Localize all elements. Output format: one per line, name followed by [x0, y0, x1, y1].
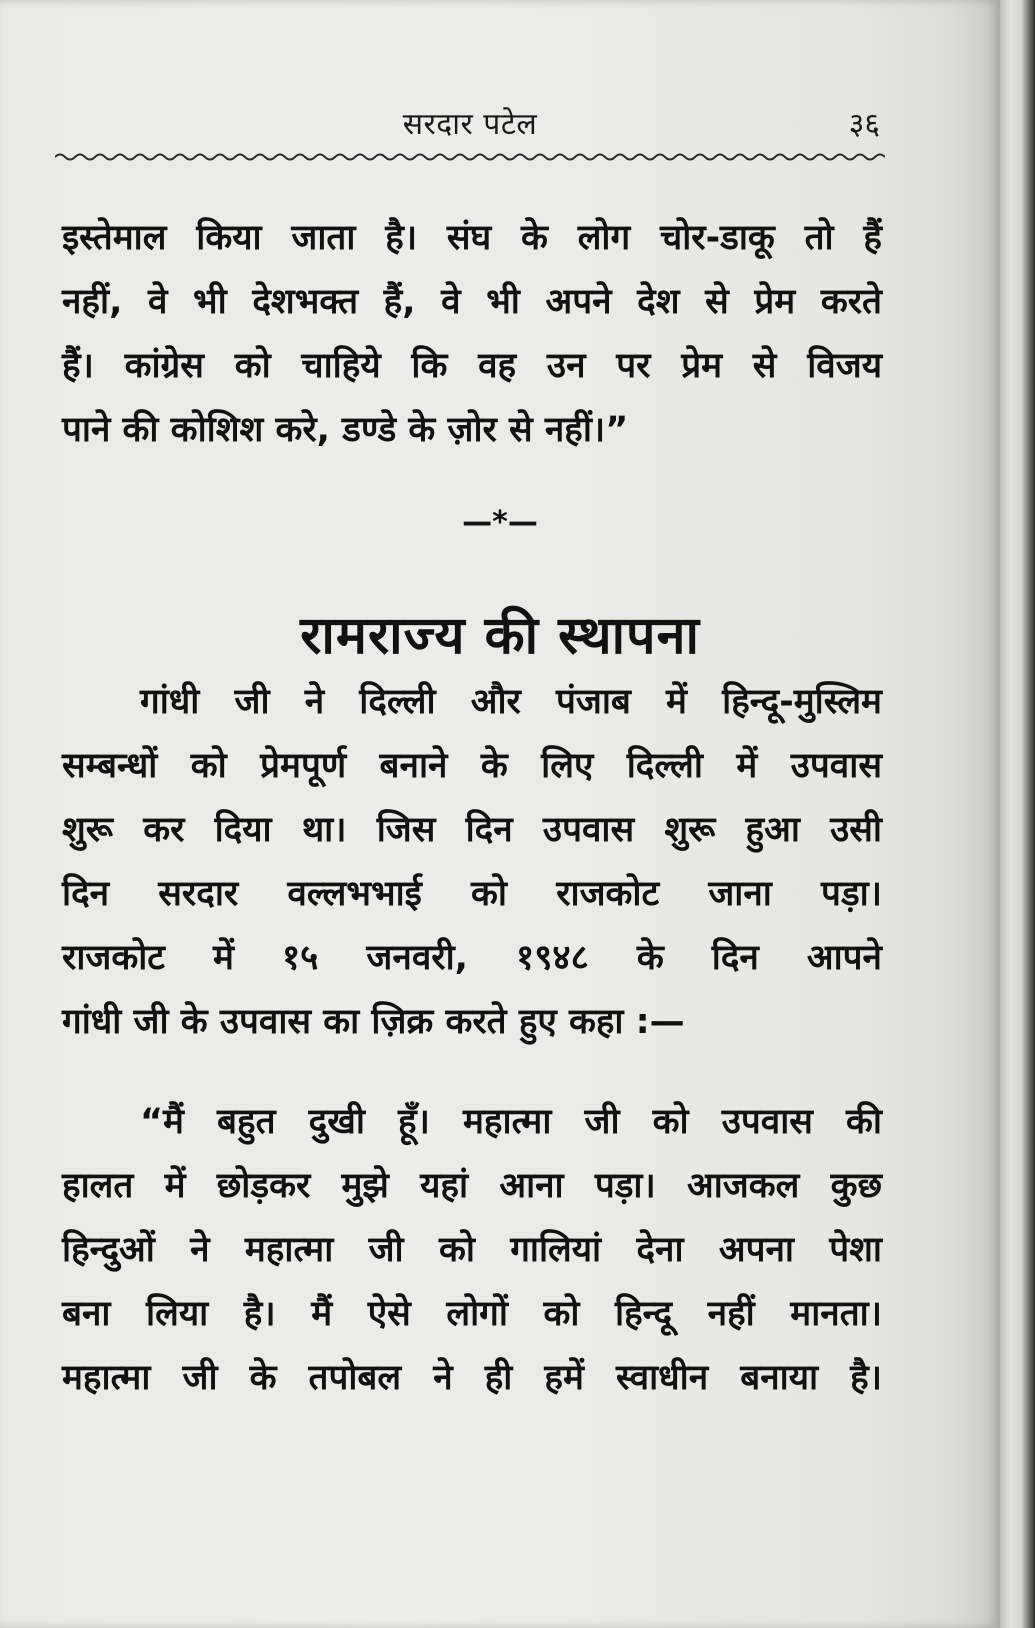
text-line: शुरू कर दिया था। जिस दिन उपवास शुरू हुआ उसी: [62, 810, 882, 850]
text-line: “मैं बहुत दुखी हूँ। महात्मा जी को उपवास की: [140, 1102, 882, 1142]
running-head: [60, 96, 880, 146]
text-line: हैं। कांग्रेस को चाहिये कि वह उन पर प्रेम से विजय: [62, 346, 882, 386]
text-line: बना लिया है। मैं ऐसे लोगों को हिन्दू नहीं मानता।: [62, 1294, 882, 1334]
running-title: सरदार पटेल: [402, 107, 538, 142]
paragraph-2: [62, 670, 882, 1054]
text-line: हालत में छोड़कर मुझे यहां आना पड़ा। आजकल कुछ: [62, 1166, 882, 1206]
page-number: ३६: [848, 107, 880, 142]
wavy-rule-divider: [55, 150, 885, 164]
text-line: गांधी जी के उपवास का ज़िक्र करते हुए कहा :—: [62, 1002, 685, 1042]
text-line: राजकोट में १५ जनवरी, १९४८ के दिन आपने: [62, 938, 882, 978]
text-line: नहीं, वे भी देशभक्त हैं, वे भी अपने देश से प्रेम करते: [62, 282, 882, 322]
paragraph-1: [62, 206, 882, 462]
text-line: महात्मा जी के तपोबल ने ही हमें स्वाधीन बनाया है।: [62, 1358, 882, 1398]
text-line: पाने की कोशिश करे, डण्डे के ज़ोर से नहीं।”: [62, 410, 629, 450]
text-line: इस्तेमाल किया जाता है। संघ के लोग चोर-डाकू तो हैं: [62, 218, 882, 258]
book-spine-edge: [1000, 0, 1035, 1628]
section-separator: —*—: [462, 505, 538, 540]
paragraph-3: [62, 1090, 882, 1410]
section-heading: रामराज्य की स्थापना: [300, 606, 700, 666]
text-line: गांधी जी ने दिल्ली और पंजाब में हिन्दू-मुस्लिम: [140, 682, 882, 722]
text-line: सम्बन्धों को प्रेमपूर्ण बनाने के लिए दिल्ली में उपवास: [62, 746, 882, 786]
text-line: हिन्दुओं ने महात्मा जी को गालियां देना अपना पेशा: [62, 1230, 882, 1270]
text-line: दिन सरदार वल्लभभाई को राजकोट जाना पड़ा।: [62, 874, 882, 914]
